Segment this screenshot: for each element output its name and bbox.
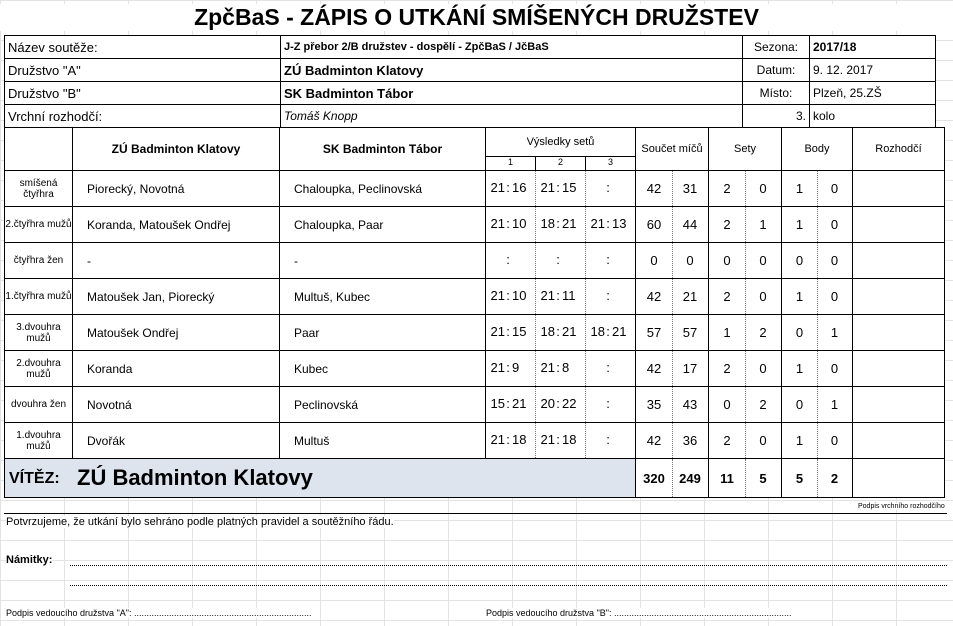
- col-team-a: ZÚ Badminton Klatovy: [73, 128, 280, 171]
- season-value: 2017/18: [810, 36, 936, 59]
- sets-b: 0: [759, 289, 767, 304]
- player-b: Multuš, Kubec: [280, 279, 486, 315]
- score-colon: :: [556, 252, 560, 267]
- sets-a: 0: [723, 397, 731, 412]
- set2-score-a: 18: [540, 216, 555, 231]
- col-points: Součet míčů: [636, 128, 709, 171]
- round-label: kolo: [810, 105, 936, 128]
- referee-value: Tomáš Knopp: [281, 105, 743, 128]
- player-a: Matoušek Ondřej: [73, 315, 280, 351]
- discipline: 1.čtyřhra mužů: [5, 279, 73, 315]
- date-value: 9. 12. 2017: [810, 59, 936, 82]
- sets-b: 2: [759, 397, 767, 412]
- player-b: Kubec: [280, 351, 486, 387]
- set2-score-a: 21: [540, 180, 555, 195]
- match-row: [5, 243, 945, 279]
- set1-score-b: 10: [512, 216, 527, 231]
- round-number: 3.: [743, 105, 810, 128]
- score-colon: :: [506, 396, 510, 411]
- points-a: 42: [646, 361, 662, 376]
- winner-sets-b: 5: [759, 471, 767, 486]
- set1-score-b: 10: [512, 288, 527, 303]
- points-b: 21: [682, 289, 698, 304]
- score-colon: :: [506, 180, 510, 195]
- body-a: 1: [795, 289, 804, 304]
- score-colon: :: [606, 216, 610, 231]
- winner-sets-a: 11: [720, 471, 734, 486]
- body-a: 0: [795, 325, 804, 340]
- team-a-value: ZÚ Badminton Klatovy: [281, 59, 743, 82]
- points-b: 31: [682, 181, 698, 196]
- score-colon: :: [556, 432, 560, 447]
- body-b: 0: [830, 181, 839, 196]
- body-a: 0: [795, 253, 804, 268]
- referee-decision: [853, 387, 945, 423]
- discipline: smíšená čtyřhra: [5, 171, 73, 207]
- winner-team: ZÚ Badminton Klatovy: [77, 465, 313, 490]
- points-a: 60: [646, 217, 662, 232]
- sets-b: 0: [759, 361, 767, 376]
- discipline: dvouhra žen: [5, 387, 73, 423]
- set3-score-a: 18: [590, 324, 605, 339]
- referee-label: Vrchní rozhodčí:: [5, 105, 281, 128]
- player-a: Koranda, Matoušek Ondřej: [73, 207, 280, 243]
- set2-score-a: 20: [540, 396, 555, 411]
- referee-decision: [853, 243, 945, 279]
- score-colon: :: [606, 396, 610, 411]
- sets-b: 0: [759, 181, 767, 196]
- body-a: 1: [795, 361, 804, 376]
- player-a: Novotná: [73, 387, 280, 423]
- body-b: 0: [830, 217, 839, 232]
- player-b: Peclinovská: [280, 387, 486, 423]
- set1-label: 1: [507, 157, 513, 167]
- score-colon: :: [506, 252, 510, 267]
- sets-a: 2: [723, 289, 731, 304]
- set2-label: 2: [557, 157, 563, 167]
- sets-a: 1: [723, 325, 731, 340]
- score-colon: :: [506, 288, 510, 303]
- set2-score-b: 8: [562, 360, 570, 375]
- player-b: Paar: [280, 315, 486, 351]
- sets-a: 2: [723, 361, 731, 376]
- set2-score-a: 21: [540, 288, 555, 303]
- referee-decision: [853, 279, 945, 315]
- body-a: 1: [795, 217, 804, 232]
- score-colon: :: [606, 432, 610, 447]
- sign-team-a: Podpis vedoucího družstva "A": .......................................................................: [6, 608, 312, 618]
- sets-b: 0: [759, 253, 767, 268]
- player-b: Chaloupka, Paar: [280, 207, 486, 243]
- score-colon: :: [606, 288, 610, 303]
- set3-label: 3: [607, 157, 613, 167]
- player-a: Matoušek Jan, Piorecký: [73, 279, 280, 315]
- col-team-b: SK Badminton Tábor: [280, 128, 486, 171]
- notes-line-1[interactable]: [70, 565, 947, 566]
- body-a: 0: [795, 397, 804, 412]
- body-b: 1: [830, 397, 839, 412]
- score-colon: :: [506, 216, 510, 231]
- set1-score-a: 21: [490, 360, 505, 375]
- set3-score-b: 13: [612, 216, 627, 231]
- score-colon: :: [606, 180, 610, 195]
- place-value: Plzeň, 25.ZŠ: [810, 82, 936, 105]
- score-colon: :: [556, 324, 560, 339]
- score-colon: :: [506, 432, 510, 447]
- set2-score-a: 18: [540, 324, 555, 339]
- match-row: [5, 207, 945, 243]
- body-a: 1: [795, 181, 804, 196]
- col-body: Body: [782, 128, 853, 171]
- season-label: Sezona:: [743, 36, 810, 59]
- score-colon: :: [556, 396, 560, 411]
- match-row: [5, 387, 945, 423]
- score-colon: :: [506, 360, 510, 375]
- page-title: ZpčBaS - ZÁPIS O UTKÁNÍ SMÍŠENÝCH DRUŽSTEV: [0, 4, 953, 31]
- header-table: [4, 35, 936, 128]
- sets-b: 0: [759, 433, 767, 448]
- referee-decision: [853, 315, 945, 351]
- col-sets: Sety: [709, 128, 782, 171]
- sets-a: 2: [723, 433, 731, 448]
- set1-score-b: 18: [512, 432, 527, 447]
- points-a: 0: [650, 253, 658, 268]
- set2-score-a: 21: [540, 360, 555, 375]
- sets-a: 2: [723, 217, 731, 232]
- notes-line-2[interactable]: [70, 585, 947, 586]
- winner-body-b: 2: [830, 471, 839, 486]
- referee-signature-label: Podpis vrchního rozhodčího: [858, 503, 945, 510]
- set1-score-a: 15: [490, 396, 505, 411]
- set-results-label: Výsledky setů: [526, 136, 595, 148]
- points-b: 36: [682, 433, 698, 448]
- date-label: Datum:: [743, 59, 810, 82]
- set1-score-a: 21: [490, 324, 505, 339]
- set2-score-b: 18: [562, 432, 577, 447]
- set2-score-a: 21: [540, 432, 555, 447]
- discipline: 3.dvouhra mužů: [5, 315, 73, 351]
- col-set-results: [486, 128, 636, 171]
- sets-b: 1: [759, 217, 767, 232]
- referee-decision: [853, 423, 945, 459]
- discipline: 1.dvouhra mužů: [5, 423, 73, 459]
- match-row: [5, 351, 945, 387]
- discipline: 2.dvouhra mužů: [5, 351, 73, 387]
- body-b: 0: [830, 361, 839, 376]
- set1-score-a: 21: [490, 216, 505, 231]
- competition-label: Název soutěže:: [5, 36, 281, 59]
- body-a: 1: [795, 433, 804, 448]
- confirmation-text: Potvrzujeme, že utkání bylo sehráno podle platných pravidel a soutěžního řádu.: [6, 516, 394, 528]
- match-row: [5, 315, 945, 351]
- col-decided: Rozhodčí: [853, 128, 945, 171]
- sets-a: 0: [723, 253, 731, 268]
- set2-score-b: 22: [562, 396, 577, 411]
- points-b: 17: [682, 361, 698, 376]
- set2-score-b: 21: [562, 216, 577, 231]
- score-colon: :: [606, 252, 610, 267]
- points-a: 42: [646, 181, 662, 196]
- team-b-label: Družstvo "B": [5, 82, 281, 105]
- notes-label: Námitky:: [6, 554, 53, 566]
- score-colon: :: [556, 180, 560, 195]
- score-colon: :: [506, 324, 510, 339]
- discipline: čtyřhra žen: [5, 243, 73, 279]
- points-b: 0: [686, 253, 694, 268]
- place-label: Místo:: [743, 82, 810, 105]
- body-b: 0: [830, 253, 839, 268]
- set1-score-a: 21: [490, 288, 505, 303]
- player-b: -: [280, 243, 486, 279]
- match-row: [5, 171, 945, 207]
- body-b: 0: [830, 289, 839, 304]
- points-b: 44: [682, 217, 698, 232]
- score-colon: :: [606, 324, 610, 339]
- set1-score-b: 21: [512, 396, 527, 411]
- winner-label: VÍTĚZ:: [9, 470, 60, 487]
- set2-score-b: 11: [562, 288, 576, 303]
- player-a: -: [73, 243, 280, 279]
- referee-decision: [853, 171, 945, 207]
- team-b-value: SK Badminton Tábor: [281, 82, 743, 105]
- set1-score-a: 21: [490, 432, 505, 447]
- points-b: 57: [682, 325, 698, 340]
- body-b: 0: [830, 433, 839, 448]
- set1-score-b: 16: [512, 180, 527, 195]
- set1-score-b: 9: [512, 360, 520, 375]
- set3-score-a: 21: [590, 216, 605, 231]
- winner-points-a: 320: [643, 471, 665, 486]
- body-b: 1: [830, 325, 839, 340]
- score-colon: :: [556, 216, 560, 231]
- player-b: Multuš: [280, 423, 486, 459]
- score-colon: :: [556, 288, 560, 303]
- match-row: [5, 279, 945, 315]
- sets-b: 2: [759, 325, 767, 340]
- player-b: Chaloupka, Peclinovská: [280, 171, 486, 207]
- referee-decision: [853, 207, 945, 243]
- winner-points-b: 249: [679, 471, 701, 486]
- score-colon: :: [606, 360, 610, 375]
- player-a: Piorecký, Novotná: [73, 171, 280, 207]
- player-a: Koranda: [73, 351, 280, 387]
- sign-team-b: Podpis vedoucího družstva "B": .......................................................................: [486, 608, 792, 618]
- match-row: [5, 423, 945, 459]
- sets-a: 2: [723, 181, 731, 196]
- points-b: 43: [682, 397, 698, 412]
- set2-score-b: 15: [562, 180, 577, 195]
- team-a-label: Družstvo "A": [5, 59, 281, 82]
- player-a: Dvořák: [73, 423, 280, 459]
- set1-score-a: 21: [490, 180, 505, 195]
- set3-score-b: 21: [612, 324, 627, 339]
- points-a: 57: [646, 325, 662, 340]
- competition-value: J-Z přebor 2/B družstev - dospělí - ZpčBaS / JčBaS: [281, 36, 743, 59]
- results-table: [4, 127, 945, 498]
- set2-score-b: 21: [562, 324, 577, 339]
- referee-decision: [853, 351, 945, 387]
- score-colon: :: [556, 360, 560, 375]
- points-a: 42: [646, 433, 662, 448]
- set1-score-b: 15: [512, 324, 527, 339]
- discipline: 2.čtyřhra mužů: [5, 207, 73, 243]
- points-a: 42: [646, 289, 662, 304]
- points-a: 35: [646, 397, 662, 412]
- winner-body-a: 5: [795, 471, 804, 486]
